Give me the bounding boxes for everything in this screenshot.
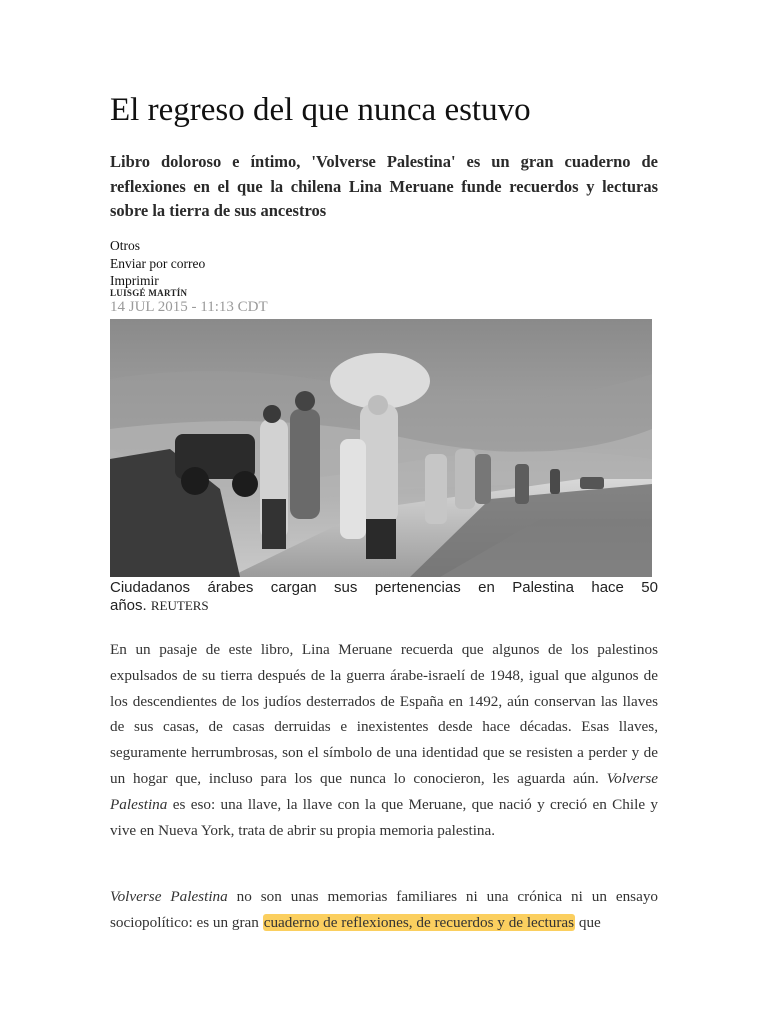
- article-photo: [110, 319, 652, 577]
- author-byline: LUISGÉ MARTÍN: [110, 288, 188, 298]
- email-link[interactable]: Enviar por correo: [110, 255, 206, 271]
- paragraph-text: es eso: una llave, la llave con la que Meruane, que nació y creció en Chile y vive en Nueva York, trata de abrir su propia memoria palestina.: [110, 795, 659, 839]
- book-title: Volverse Palestina: [110, 888, 228, 905]
- caption-text: años.: [110, 597, 147, 614]
- photo-credit: REUTERS: [150, 598, 209, 613]
- article-subtitle: Libro doloroso e íntimo, 'Volverse Palestina' es un gran cuaderno de reflexiones en el que la chilena Lina Meruane funde recuerdos y lecturas sobre la tierra de sus ancestros: [110, 152, 658, 220]
- print-link[interactable]: Imprimir: [110, 273, 159, 288]
- photo-caption-line-2: [110, 597, 209, 614]
- share-links: [110, 237, 205, 290]
- publish-date: 14 JUL 2015 - 11:13 CDT: [110, 299, 268, 315]
- highlighted-text[interactable]: cuaderno de reflexiones, de recuerdos y de lecturas: [263, 913, 575, 931]
- others-link[interactable]: Otros: [110, 238, 140, 253]
- photo-caption-line-1: Ciudadanos árabes cargan sus pertenencias en Palestina hace 50: [110, 579, 658, 596]
- paragraph-text: En un pasaje de este libro, Lina Meruane recuerda que algunos de los palestinos expulsados de su tierra después de la guerra árabe-israelí de 1948, igual que algunos de los descendientes de los judíos desterrados de España en 1492, aún conservan las llaves de sus casas, de casas derruidas e inexistentes desde hace décadas. Esas llaves, seguramente herrumbrosas, son el símbolo de una identidad que se resisten a perder y de un hogar que, incluso para los que nunca lo conocieron, les aguarda aún.: [110, 641, 658, 787]
- paragraph-text: no son unas memorias familiares ni una crónica ni un ensayo sociopolítico: es un gran: [110, 888, 659, 931]
- book-title: Volverse Palestina: [110, 769, 659, 813]
- refugees-photo-illustration: [110, 319, 652, 577]
- paragraph-text: que: [578, 913, 601, 931]
- body-paragraph-2: [110, 884, 658, 936]
- article-title: El regreso del que nunca estuvo: [110, 92, 531, 128]
- body-paragraph-1: [110, 637, 658, 843]
